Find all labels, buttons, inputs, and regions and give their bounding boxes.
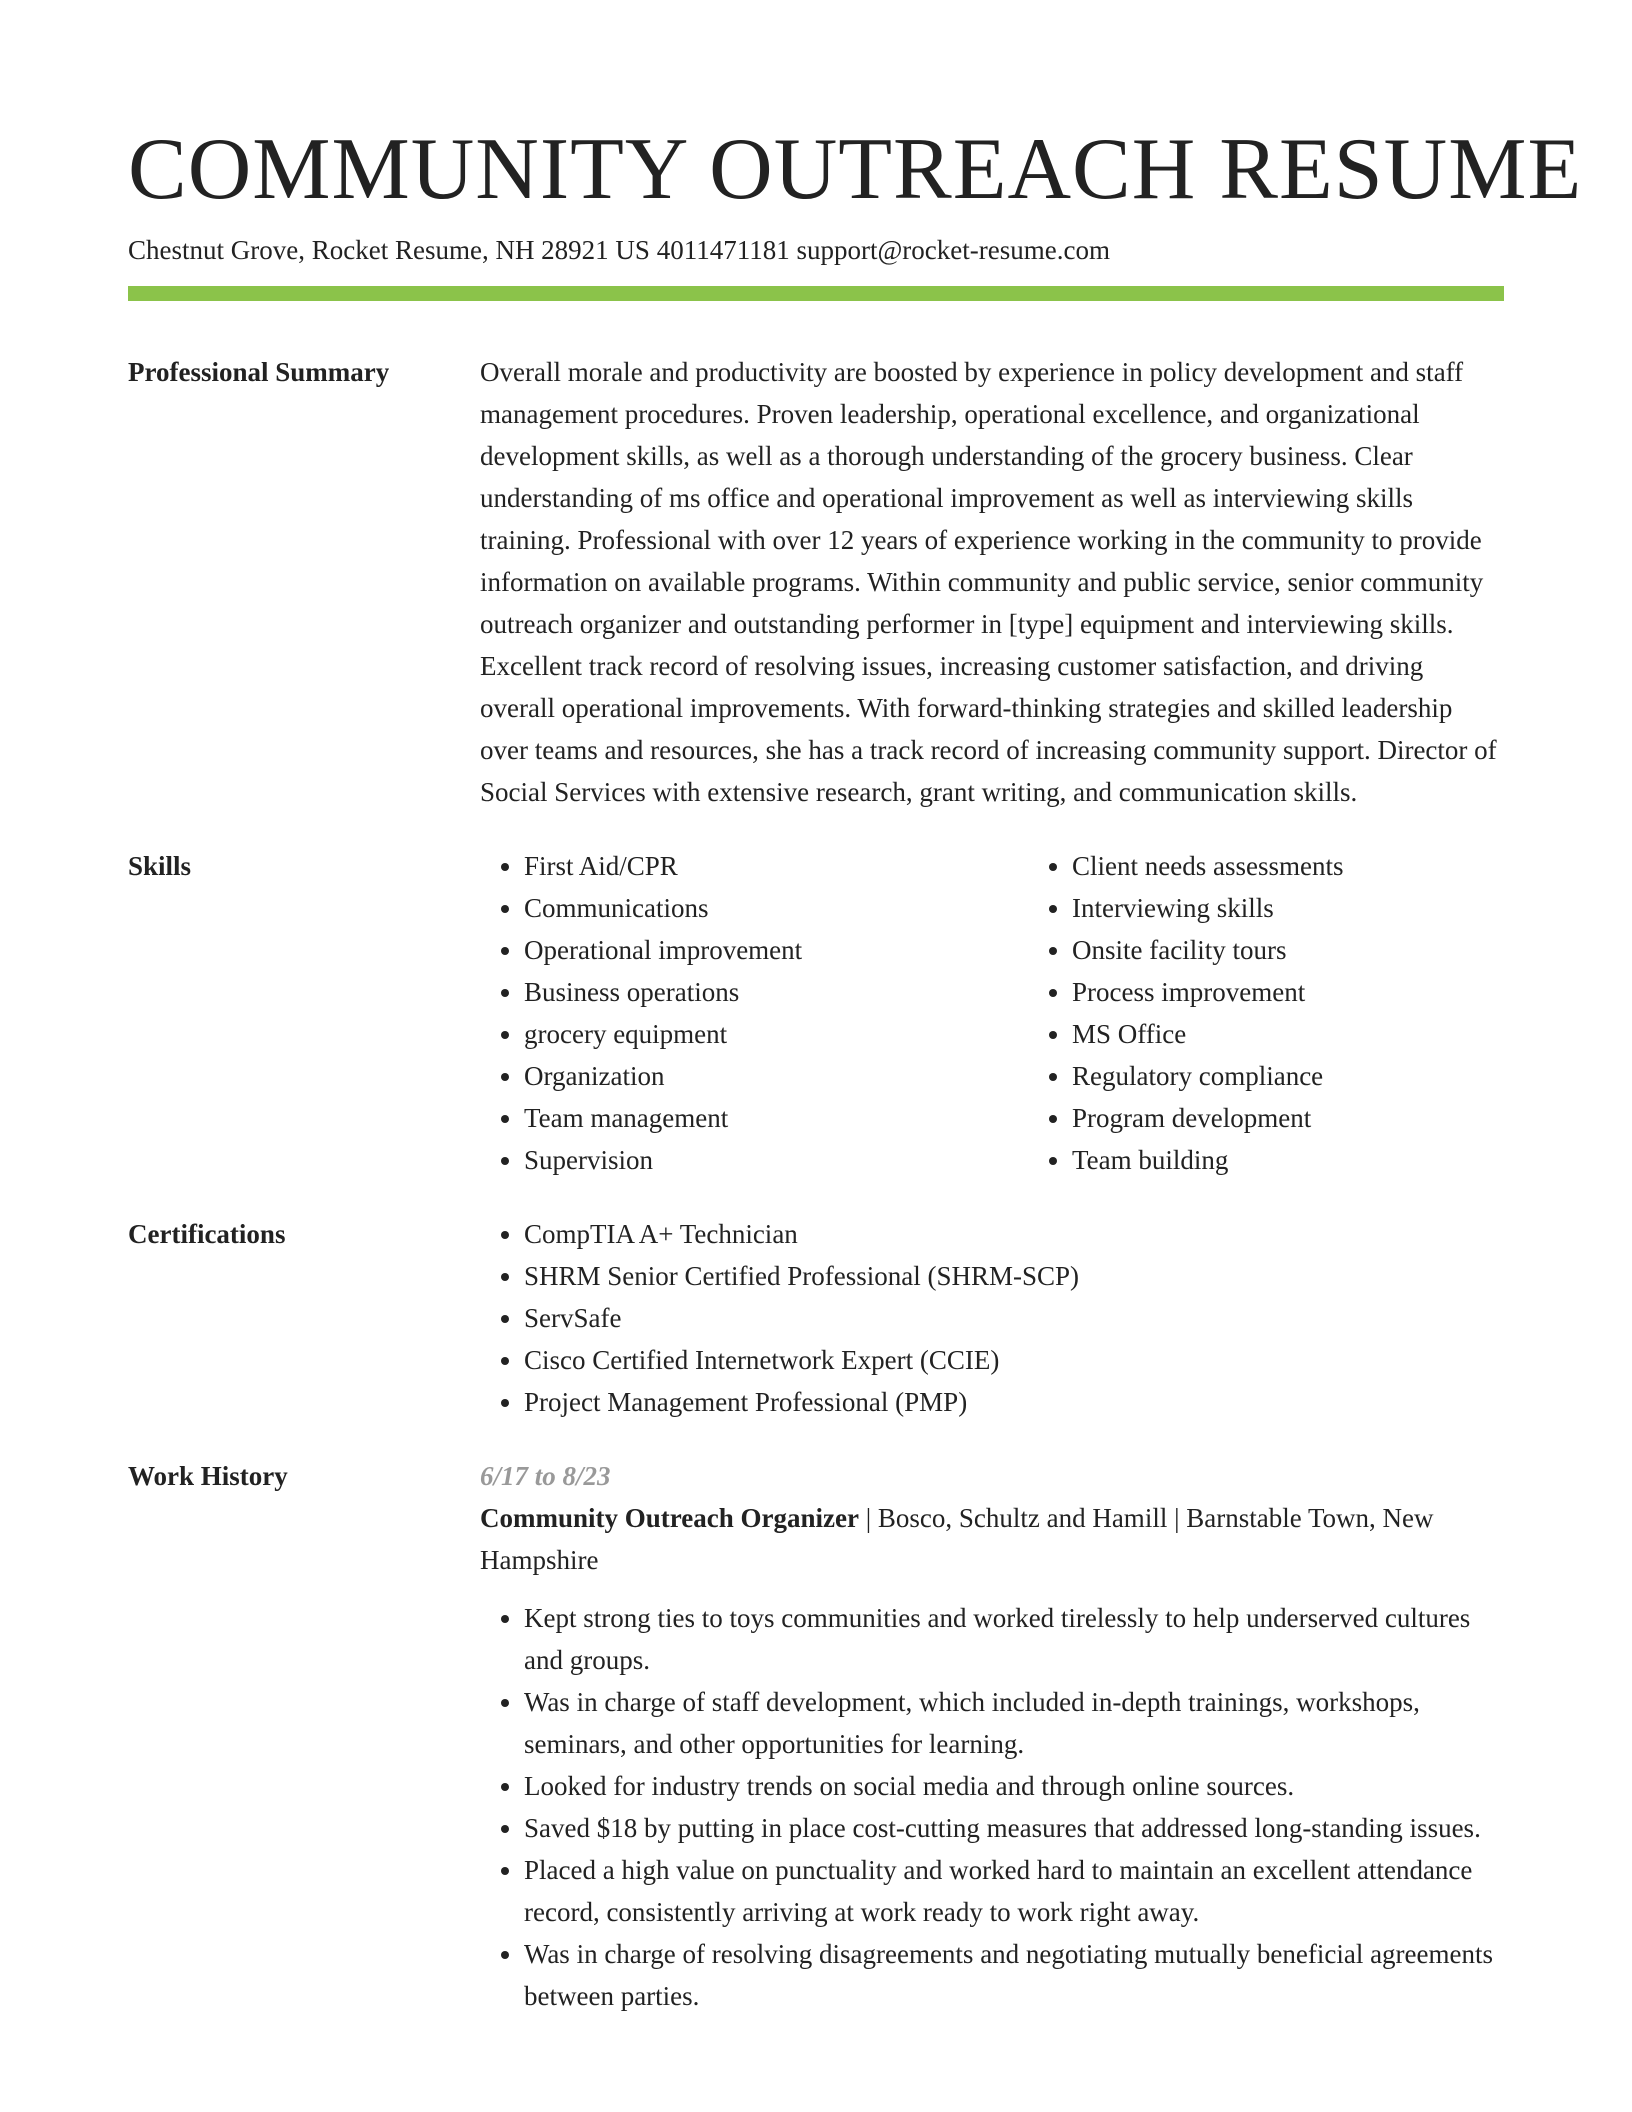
certification-item: • ServSafe: [524, 1297, 1504, 1339]
summary-section: [128, 351, 1504, 813]
certification-item: • Cisco Certified Internetwork Expert (CCIE): [524, 1339, 1504, 1381]
certification-item: • Project Management Professional (PMP): [524, 1381, 1504, 1423]
skill-item: • Team management: [524, 1097, 1028, 1139]
skills-list-right: [1028, 845, 1576, 1181]
skills-columns: [480, 845, 1576, 1181]
skill-item: • Business operations: [524, 971, 1028, 1013]
job-company-location: | Bosco, Schultz and Hamill | Barnstable Town, New Hampshire: [480, 1503, 1434, 1575]
certification-item: • SHRM Senior Certified Professional (SHRM-SCP): [524, 1255, 1504, 1297]
skill-item: • Supervision: [524, 1139, 1028, 1181]
header-divider: [128, 286, 1504, 301]
summary-heading: Professional Summary: [128, 357, 390, 387]
job-bullet: • Kept strong ties to toys communities and worked tirelessly to help underserved cultures and groups.: [524, 1597, 1504, 1681]
skills-section: [128, 845, 1504, 1181]
skill-item: • MS Office: [1072, 1013, 1576, 1055]
certifications-section: [128, 1213, 1504, 1423]
job-bullet: • Saved $18 by putting in place cost-cutting measures that addressed long-standing issues.: [524, 1807, 1504, 1849]
job-entry: [480, 1455, 1504, 2017]
skill-item: • Interviewing skills: [1072, 887, 1576, 929]
job-bullet: • Looked for industry trends on social media and through online sources.: [524, 1765, 1504, 1807]
skill-item: • Team building: [1072, 1139, 1576, 1181]
certifications-heading: Certifications: [128, 1219, 286, 1249]
skill-item: • First Aid/CPR: [524, 845, 1028, 887]
skill-item: • Client needs assessments: [1072, 845, 1576, 887]
job-responsibilities: [480, 1597, 1504, 2017]
skill-item: • Organization: [524, 1055, 1028, 1097]
job-bullet: • Placed a high value on punctuality and worked hard to maintain an excellent attendance record, consistently arriving at work ready to work right away.: [524, 1849, 1504, 1933]
certifications-body: [480, 1213, 1504, 1423]
skill-item: • Regulatory compliance: [1072, 1055, 1576, 1097]
job-header: [480, 1497, 1504, 1581]
skills-list-left: [480, 845, 1028, 1181]
job-dates: 6/17 to 8/23: [480, 1461, 611, 1491]
work-history-heading: Work History: [128, 1461, 288, 1491]
contact-line: Chestnut Grove, Rocket Resume, NH 28921 US 4011471181 support@rocket-resume.com: [128, 235, 1110, 265]
certifications-list: [480, 1213, 1504, 1423]
certification-item: • CompTIA A+ Technician: [524, 1213, 1504, 1255]
skill-item: • Operational improvement: [524, 929, 1028, 971]
skill-item: • Program development: [1072, 1097, 1576, 1139]
resume-page: [128, 120, 1583, 2017]
resume-title: COMMUNITY OUTREACH RESUME: [128, 121, 1583, 218]
summary-text: Overall morale and productivity are boosted by experience in policy development and staff management procedures. Proven leadership, operational excellence, and organizational development skills, as well as a thorough understanding of the grocery business. Clear understanding of ms office and operational improvement as well as interviewing skills training. Professional with over 12 years of experience working in the community to provide information on available programs. Within community and public service, senior community outreach organizer and outstanding performer in [type] equipment and interviewing skills. Excellent track record of resolving issues, increasing customer satisfaction, and driving overall operational improvements. With forward-thinking strategies and skilled leadership over teams and resources, she has a track record of increasing community support. Director of Social Services with extensive research, grant writing, and communication skills.: [480, 357, 1497, 807]
skill-item: • Process improvement: [1072, 971, 1576, 1013]
job-bullet: • Was in charge of resolving disagreements and negotiating mutually beneficial agreements between parties.: [524, 1933, 1504, 2017]
job-bullet: • Was in charge of staff development, which included in-depth trainings, workshops, seminars, and other opportunities for learning.: [524, 1681, 1504, 1765]
skill-item: • Onsite facility tours: [1072, 929, 1576, 971]
work-history-section: [128, 1455, 1504, 2017]
job-title: Community Outreach Organizer: [480, 1503, 859, 1533]
skills-heading: Skills: [128, 851, 192, 881]
skill-item: • grocery equipment: [524, 1013, 1028, 1055]
skill-item: • Communications: [524, 887, 1028, 929]
